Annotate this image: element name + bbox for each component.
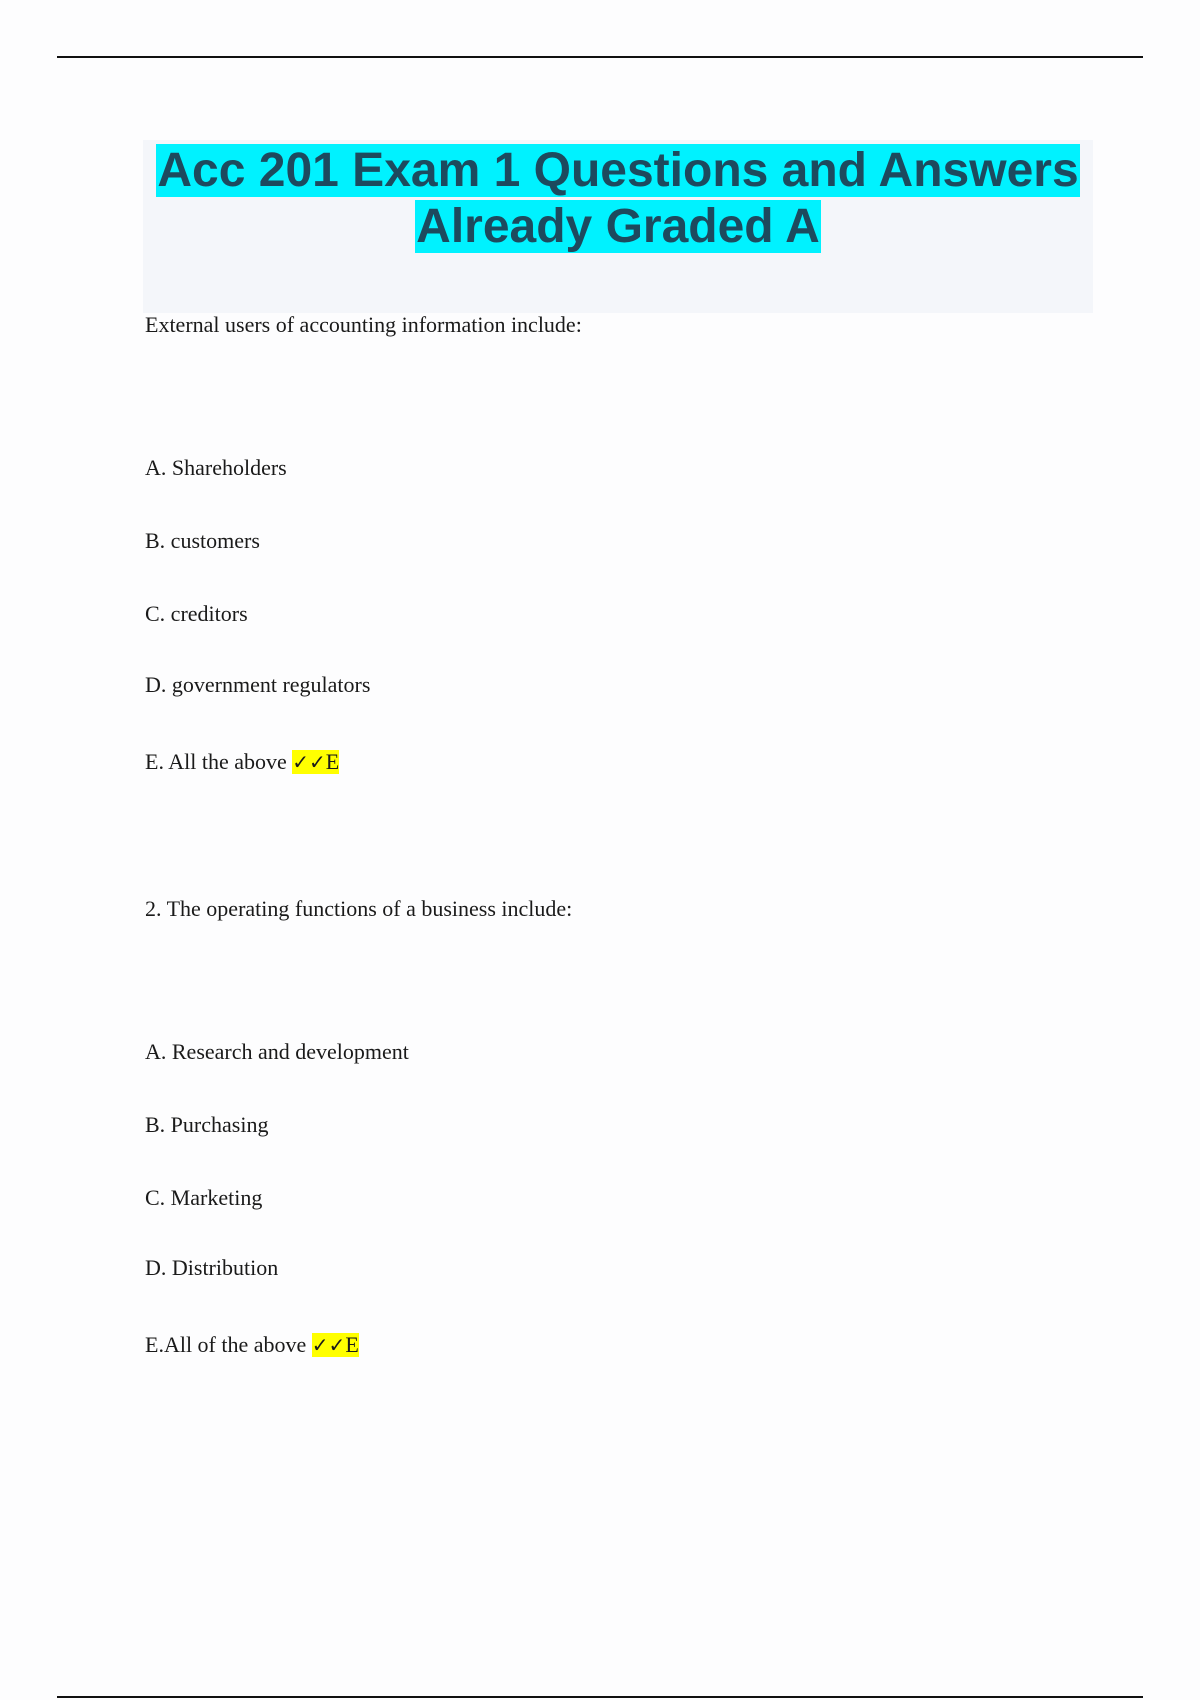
document-title — [143, 143, 1093, 255]
question-2-option-e — [145, 1331, 359, 1359]
question-1-option-a: A. Shareholders — [145, 455, 287, 480]
question-2-option-b: B. Purchasing — [145, 1112, 269, 1137]
check-icon: ✓✓ — [292, 750, 326, 774]
check-icon: ✓✓ — [311, 1333, 346, 1357]
question-2-option-a: A. Research and development — [145, 1039, 409, 1064]
question-1-answer-letter: E — [325, 749, 340, 774]
question-1-option-d: D. government regulators — [145, 672, 371, 697]
question-1-option-c: C. creditors — [145, 601, 248, 626]
question-1-prompt: External users of accounting information include: — [145, 312, 582, 337]
question-2-option-e-label: E.All of the above — [145, 1332, 307, 1357]
question-2-option-c: C. Marketing — [145, 1185, 263, 1210]
question-1-option-b: B. customers — [145, 528, 260, 553]
question-2-answer-letter: E — [345, 1332, 359, 1357]
page-bottom-rule — [57, 1696, 1143, 1698]
question-2-option-d: D. Distribution — [145, 1255, 279, 1280]
question-2-answer-highlight — [312, 1333, 359, 1357]
title-line-1: Acc 201 Exam 1 Questions and Answers — [157, 144, 1079, 197]
page-top-rule — [57, 56, 1143, 58]
question-1-answer-highlight — [292, 750, 339, 774]
question-1-option-e — [145, 748, 339, 776]
question-1-option-e-label: E. All the above — [145, 749, 287, 774]
question-2-prompt: 2. The operating functions of a business include: — [145, 896, 573, 921]
title-line-2: Already Graded A — [416, 200, 820, 253]
